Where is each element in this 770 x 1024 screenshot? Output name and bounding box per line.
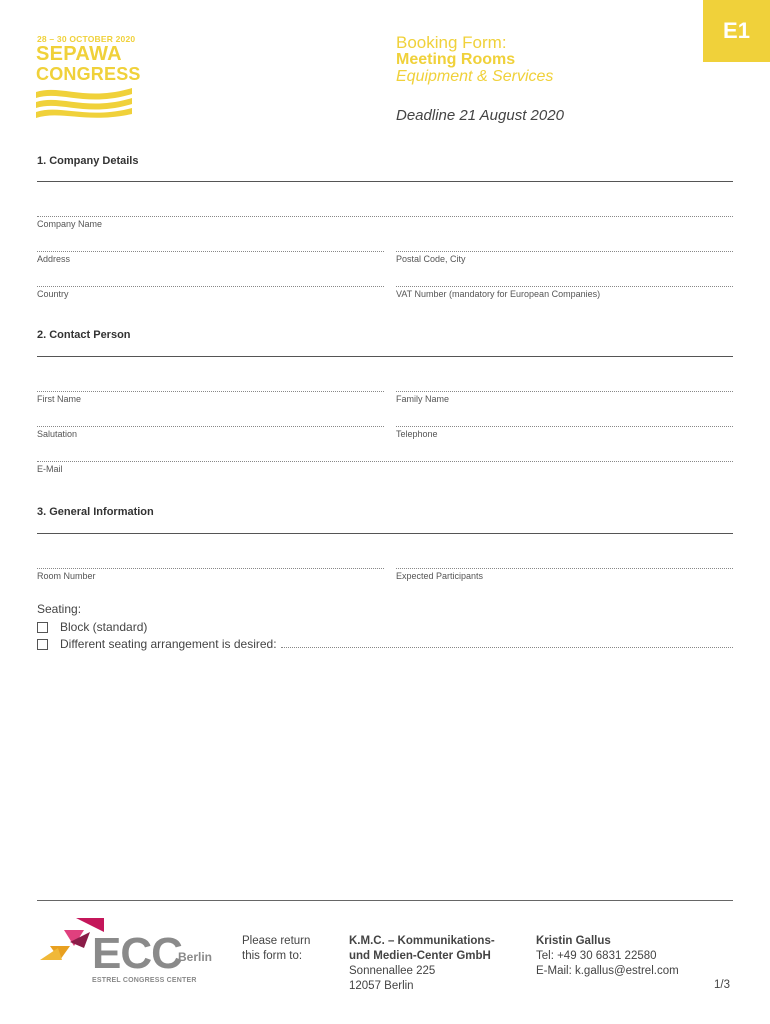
checkbox-icon[interactable] [37, 639, 48, 650]
section-contact-title: 2. Contact Person [37, 329, 131, 341]
seating-arrangement-field[interactable] [281, 647, 733, 648]
postal-city-label: Postal Code, City [396, 254, 466, 264]
logo-waves-icon [36, 84, 132, 120]
contact-email[interactable]: E-Mail: k.gallus@estrel.com [536, 965, 679, 977]
section-divider [37, 181, 733, 182]
return-address [349, 934, 495, 994]
address-field[interactable] [37, 251, 384, 252]
expected-participants-field[interactable] [396, 568, 733, 569]
first-name-label: First Name [37, 394, 82, 404]
page-number: 1/3 [714, 979, 730, 991]
telephone-label: Telephone [396, 429, 438, 439]
salutation-field[interactable] [37, 426, 384, 427]
return-instruction [242, 934, 310, 964]
vat-field[interactable] [396, 286, 733, 287]
seating-option-different[interactable] [37, 637, 277, 651]
ecc-logo-text: ECC [92, 929, 182, 978]
section-general-title: 3. General Information [37, 506, 154, 518]
contact-name: Kristin Gallus [536, 935, 611, 947]
section-company-title: 1. Company Details [37, 155, 139, 167]
form-title: Booking Form: [396, 33, 507, 52]
deadline: Deadline 21 August 2020 [396, 107, 564, 124]
return-line-2: this form to: [242, 950, 303, 962]
postal-city-field[interactable] [396, 251, 733, 252]
seating-option-block-label: Block (standard) [60, 620, 148, 634]
company-street: Sonnenallee 225 [349, 965, 436, 977]
address-label: Address [37, 254, 71, 264]
seating-option-block[interactable] [37, 620, 147, 634]
family-name-field[interactable] [396, 391, 733, 392]
expected-participants-label: Expected Participants [396, 571, 484, 581]
seating-label: Seating: [37, 602, 82, 616]
company-line-2: und Medien-Center GmbH [349, 950, 491, 962]
footer-divider [37, 900, 733, 901]
logo-sepawa: SEPAWA [36, 43, 122, 65]
section-divider [37, 356, 733, 357]
room-number-label: Room Number [37, 571, 96, 581]
form-subtitle-equipment: Equipment & Services [396, 68, 554, 85]
contact-telephone: Tel: +49 30 6831 22580 [536, 950, 657, 962]
company-line-1: K.M.C. – Kommunikations- [349, 935, 495, 947]
checkbox-icon[interactable] [37, 622, 48, 633]
logo-congress: CONGRESS [36, 64, 141, 84]
company-name-field[interactable] [37, 216, 733, 217]
email-field[interactable] [37, 461, 733, 462]
ecc-logo-sub: ESTREL CONGRESS CENTER [92, 977, 197, 984]
first-name-field[interactable] [37, 391, 384, 392]
logo-date: 28 – 30 OCTOBER 2020 [37, 34, 136, 44]
form-code-badge: E1 [703, 0, 770, 62]
ecc-logo-berlin: Berlin [178, 950, 213, 964]
contact-info [536, 934, 679, 979]
telephone-field[interactable] [396, 426, 733, 427]
country-field[interactable] [37, 286, 384, 287]
email-label: E-Mail [37, 464, 63, 474]
salutation-label: Salutation [37, 429, 78, 439]
country-label: Country [37, 289, 69, 299]
company-name-label: Company Name [37, 219, 103, 229]
seating-option-different-label: Different seating arrangement is desired: [60, 637, 277, 651]
return-line-1: Please return [242, 935, 311, 947]
room-number-field[interactable] [37, 568, 384, 569]
form-subtitle-meeting-rooms: Meeting Rooms [396, 51, 516, 68]
family-name-label: Family Name [396, 394, 450, 404]
company-city: 12057 Berlin [349, 980, 414, 992]
section-divider [37, 533, 733, 534]
vat-label: VAT Number (mandatory for European Companies) [396, 289, 601, 299]
